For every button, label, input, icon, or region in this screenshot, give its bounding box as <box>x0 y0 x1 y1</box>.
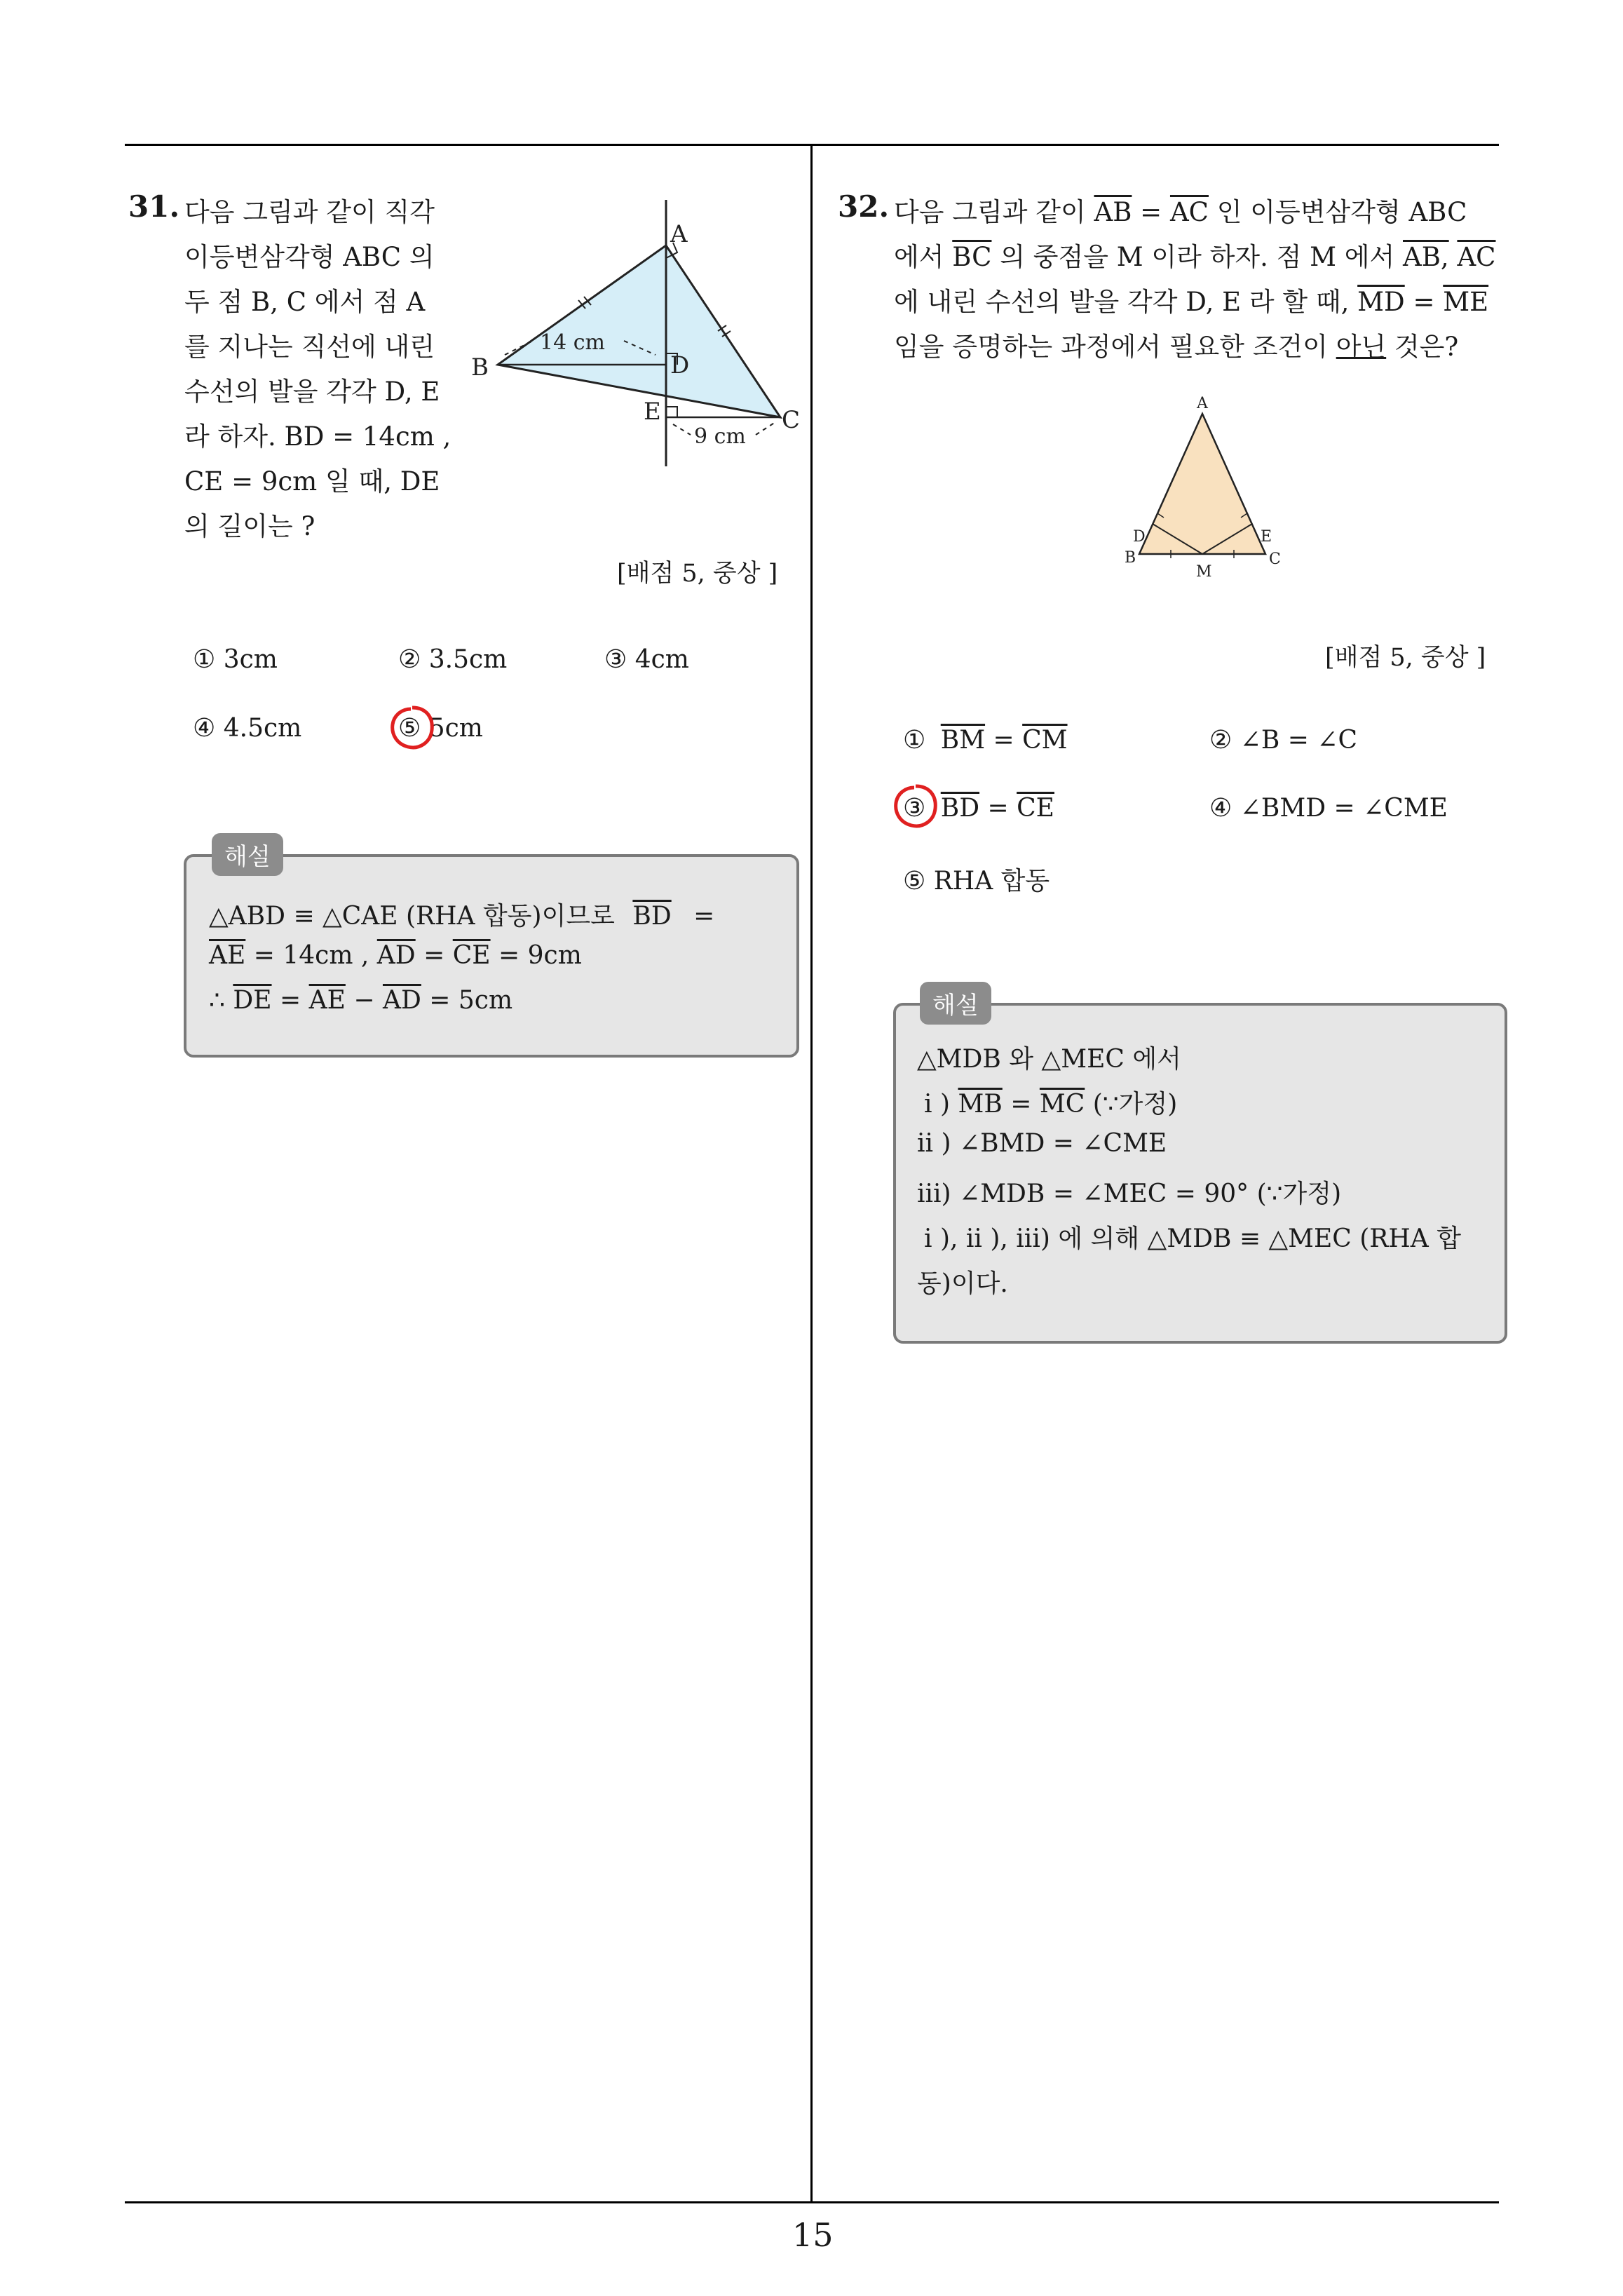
q32-figure <box>1115 393 1297 589</box>
q32-choice-4[interactable]: ④ ∠BMD = ∠CME <box>1209 794 1448 823</box>
q32-line-1: 다음 그림과 같이 $\overline{AB} = \overline{AC}$ 인 이등변삼각형 ABC <box>894 197 1467 227</box>
q32-line-2: 에서 $\overline{BC}$ 의 중점을 M 이라 하자. 점 M 에서 AB, $\overline{AC}$ <box>894 242 1496 272</box>
label-d: D <box>670 351 690 379</box>
q31-solution-line-2: $\overline{AE} = 14cm$ , $\overline{AD} = \overline{CE} = 9cm$ <box>209 941 582 970</box>
q31-score: [배점 5, 중상 ] <box>617 560 778 588</box>
label-ce-length: 9 cm <box>694 424 746 449</box>
q32-score: [배점 5, 중상 ] <box>1325 644 1486 672</box>
q32-solution-badge: 해설 <box>920 982 991 1025</box>
label-b: B <box>471 353 489 381</box>
label-bd-length: 14 cm <box>540 330 605 355</box>
q31-solution-line-1: △ABD ≡ △CAE (RHA 합동)이므로 $\overline{BD}$ = <box>209 902 715 931</box>
label-c: C <box>782 406 801 434</box>
q31-line-2: 이등변삼각형 ABC 의 <box>184 242 435 272</box>
q31-choice-3[interactable]: ③ 4cm <box>604 645 689 674</box>
q31-line-7: CE = 9cm 일 때, DE <box>184 466 440 497</box>
label-c: C <box>1269 551 1281 568</box>
q31-number: 31. <box>128 189 180 224</box>
q31-choice-5[interactable]: ⑤ 5cm <box>398 714 483 743</box>
q32-line-4: 임을 증명하는 과정에서 필요한 조건이 아닌 것은? <box>894 332 1459 362</box>
q31-line-3: 두 점 B, C 에서 점 A <box>184 287 426 317</box>
q31-solution-line-3: ∴ $\overline{DE} = \overline{AE} - \overline{AD} = 5cm$ <box>209 986 513 1015</box>
triangle-abc <box>1139 414 1265 554</box>
q31-figure <box>463 196 813 477</box>
label-b: B <box>1125 549 1136 567</box>
q31-solution-badge: 해설 <box>212 833 283 876</box>
label-a: A <box>1197 395 1208 412</box>
q32-solution-line-3: ii ) ∠BMD = ∠CME <box>917 1129 1167 1158</box>
label-m: M <box>1196 563 1212 581</box>
q32-solution-line-1: △MDB 와 △MEC 에서 <box>917 1045 1181 1074</box>
q31-choice-1[interactable]: ① 3cm <box>193 645 278 674</box>
q32-solution-line-4: iii) ∠MDB = ∠MEC = 90° (∵가정) <box>917 1180 1342 1208</box>
page-number: 15 <box>792 2216 834 2254</box>
q32-solution-line-5: i ), ii ), iii) 에 의해 △MDB ≡ △MEC (RHA 합 <box>924 1224 1462 1253</box>
label-d: D <box>1133 528 1146 546</box>
q31-choice-4[interactable]: ④ 4.5cm <box>193 714 302 743</box>
label-e: E <box>1261 528 1272 546</box>
q32-number: 32. <box>838 189 890 224</box>
q31-line-8: 의 길이는 ? <box>184 511 315 541</box>
q31-line-4: 를 지나는 직선에 내린 <box>184 332 435 362</box>
q32-line-3: 에 내린 수선의 발을 각각 D, E 라 할 때, $\overline{MD} = \overline{ME}$ <box>894 287 1489 317</box>
q32-solution-line-2: i ) $\overline{MB} = \overline{MC}$ (∵가정) <box>924 1090 1178 1119</box>
q32-answer-mark <box>890 782 941 832</box>
q32-choice-1[interactable]: ① $\overline{BM} = \overline{CM}$ <box>903 726 1068 755</box>
q31-line-1: 다음 그림과 같이 직각 <box>184 197 435 227</box>
q32-solution-line-6: 동)이다. <box>917 1269 1008 1298</box>
label-e: E <box>644 398 661 426</box>
q31-line-5: 수선의 발을 각각 D, E <box>184 377 440 407</box>
q31-choice-2[interactable]: ② 3.5cm <box>398 645 508 674</box>
q32-choice-5[interactable]: ⑤ RHA 합동 <box>903 867 1050 896</box>
label-a: A <box>670 220 688 248</box>
bottom-rule <box>125 2201 1499 2203</box>
q31-line-6: 라 하자. BD = 14cm , <box>184 421 451 452</box>
q31-answer-mark <box>387 703 437 754</box>
q32-choice-3[interactable]: ③ $\overline{BD} = \overline{CE}$ <box>903 794 1054 823</box>
q32-choice-2[interactable]: ② ∠B = ∠C <box>1209 726 1358 755</box>
